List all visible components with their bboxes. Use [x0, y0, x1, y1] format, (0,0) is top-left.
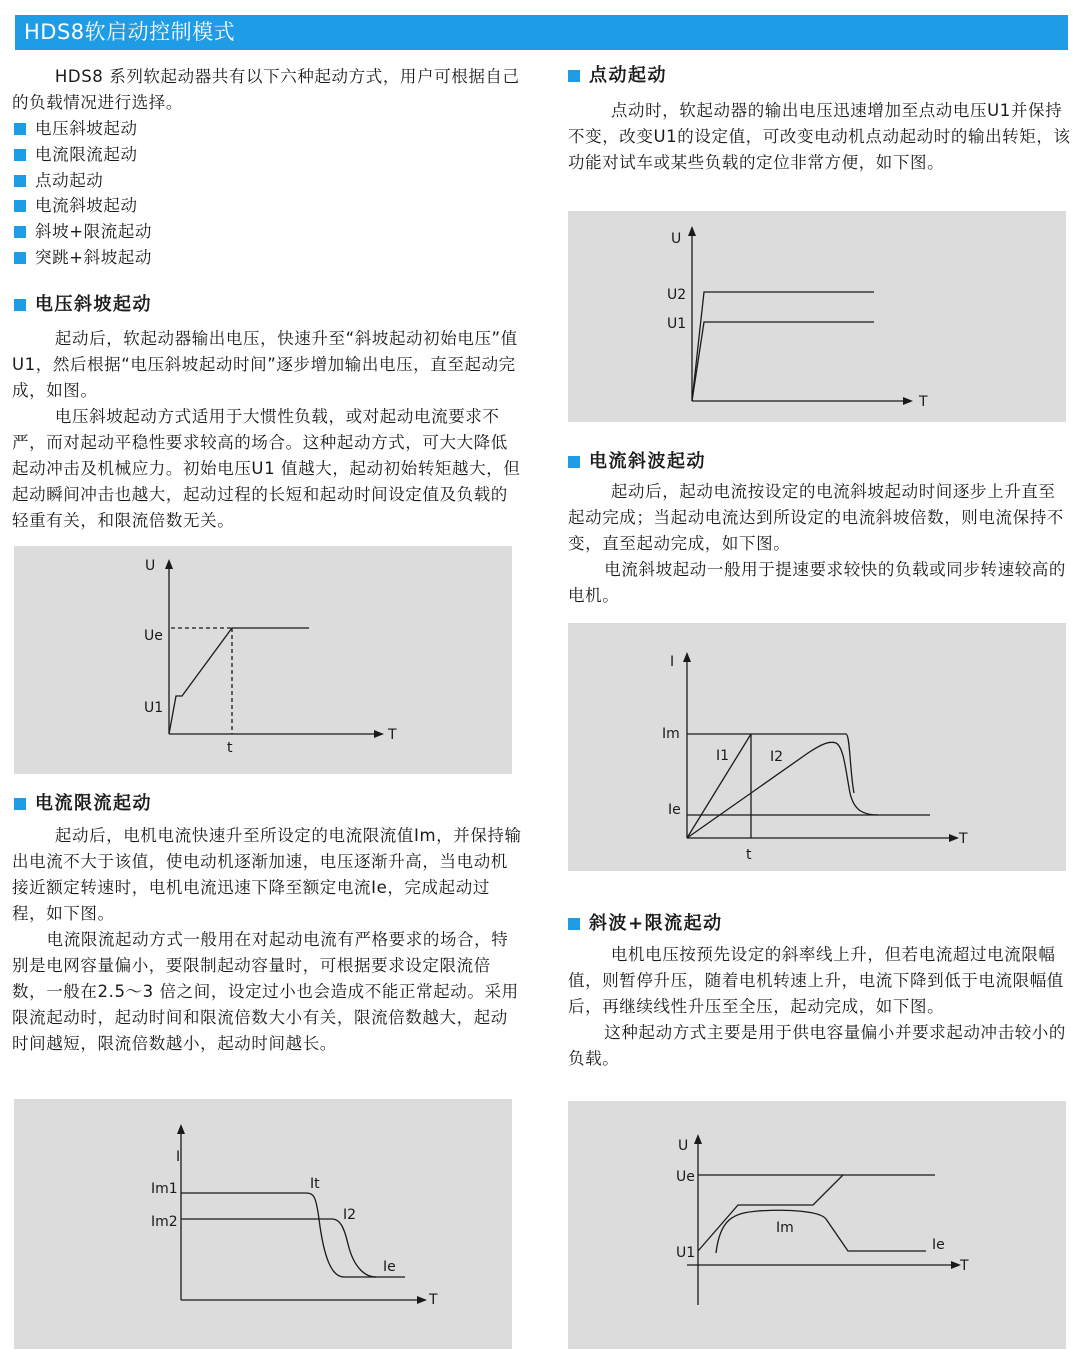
intro-paragraph [12, 64, 522, 116]
im-label: Im [662, 726, 680, 742]
im1-label: Im1 [151, 1181, 178, 1197]
ue-label: Ue [676, 1169, 695, 1185]
paragraph: 电机电压按预先设定的斜率线上升，但若电流超过电流限幅值，则暂停升压，随着电机转速上升，电流下降到低于电流限幅值后，再继续线性升压至全压，起动完成，如下图。 [568, 945, 1064, 1016]
ie-label: Ie [383, 1259, 396, 1275]
voltage-ramp-text [12, 326, 522, 534]
u2-curve [692, 292, 874, 401]
x-axis-label: T [959, 831, 968, 847]
ramp-limit-text [568, 942, 1072, 1072]
paragraph: 这种起动方式主要是用于供电容量偏小并要求起动冲击较小的负载。 [568, 1023, 1066, 1068]
square-bullet-icon [14, 149, 26, 161]
ramp-limit-figure [568, 1101, 1066, 1349]
list-item: 电流限流起动 [14, 142, 152, 168]
square-bullet-icon [568, 70, 580, 82]
intro-text: HDS8 系列软起动器共有以下六种起动方式，用户可根据自己的负载情况进行选择。 [12, 67, 520, 112]
section-title-current-ramp: 电流斜波起动 [568, 449, 706, 475]
x-axis-label: T [429, 1292, 438, 1308]
square-bullet-icon [14, 200, 26, 212]
i2-label: I2 [343, 1207, 357, 1223]
x-axis-label: T [960, 1258, 969, 1274]
ie-label: Ie [932, 1237, 945, 1253]
arrow-icon [374, 730, 384, 738]
u1-label: U1 [144, 700, 164, 716]
x-axis-label: T [388, 727, 397, 743]
i2-curve [181, 1219, 376, 1277]
current-curve [716, 1210, 926, 1253]
square-bullet-icon [14, 226, 26, 238]
list-item: 斜坡+限流起动 [14, 219, 152, 245]
voltage-curve [169, 628, 309, 734]
current-ramp-text [568, 479, 1072, 609]
list-item: 电压斜坡起动 [14, 116, 152, 142]
paragraph: 起动后，起动电流按设定的电流斜坡起动时间逐步上升直至起动完成；当起动电流达到所设定的电流斜坡倍数，则电流保持不变，直至起动完成，如下图。 [568, 482, 1064, 553]
im-label: Im [776, 1220, 794, 1236]
list-item: 点动起动 [14, 168, 152, 194]
list-item: 电流斜坡起动 [14, 193, 152, 219]
i2-label: I2 [770, 749, 784, 765]
ie-label: Ie [668, 802, 681, 818]
paragraph: 起动后，电机电流快速升至所设定的电流限流值Im，并保持输出电流不大于该值，使电动机逐渐加速，电压逐渐升高，当电动机接近额定转速时，电机电流迅速下降至额定电流Ie，完成起动过程，如下图。 [12, 826, 522, 923]
it-curve [181, 1193, 405, 1277]
y-axis-label: U [145, 558, 156, 574]
jog-text [568, 98, 1072, 176]
current-ramp-figure [568, 623, 1066, 871]
paragraph: 电压斜坡起动方式适用于大惯性负载，或对起动电流要求不严，而对起动平稳性要求较高的场合。这种起动方式，可大大降低起动冲击及机械应力。初始电压U1 值越大，起动初始转矩越大，但起动瞬间冲击也越大，起动过程的长短和起动时间设定值及负载的轻重有关，和限流倍数无关。 [12, 407, 521, 530]
arrow-icon [949, 834, 959, 842]
arrow-icon [688, 226, 696, 236]
jog-figure [568, 211, 1066, 422]
voltage-curve [698, 1175, 843, 1251]
arrow-icon [683, 652, 691, 662]
u2-label: U2 [667, 287, 687, 303]
paragraph: 点动时，软起动器的输出电压迅速增加至点动电压U1并保持不变，改变U1的设定值，可改变电动机点动起动时的输出转矩，该功能对试车或某些负载的定位非常方便，如下图。 [568, 101, 1071, 172]
square-bullet-icon [568, 456, 580, 468]
section-title-jog: 点动起动 [568, 63, 667, 89]
square-bullet-icon [14, 123, 26, 135]
y-axis-label: I [670, 654, 675, 670]
current-limit-figure [14, 1099, 512, 1349]
current-limit-text [12, 823, 522, 1057]
y-axis-label: I [176, 1149, 181, 1165]
section-title-voltage-ramp: 电压斜坡起动 [14, 292, 152, 318]
u1-label: U1 [676, 1245, 696, 1261]
page-title: HDS8软启动控制模式 [24, 20, 236, 44]
im2-label: Im2 [151, 1214, 178, 1230]
u1-label: U1 [667, 316, 687, 332]
y-axis-label: U [678, 1138, 689, 1154]
y-axis-label: U [671, 231, 682, 247]
arrow-icon [165, 559, 173, 569]
i1-label: I1 [716, 748, 730, 764]
square-bullet-icon [14, 798, 26, 810]
im-drop [846, 734, 854, 793]
arrow-icon [417, 1296, 427, 1304]
t-label: t [227, 740, 233, 756]
square-bullet-icon [568, 918, 580, 930]
voltage-ramp-figure [14, 546, 512, 774]
list-item: 突跳+斜坡起动 [14, 245, 152, 271]
it-label: It [310, 1176, 320, 1192]
arrow-icon [903, 397, 913, 405]
square-bullet-icon [14, 175, 26, 187]
section-title-ramp-limit: 斜波+限流起动 [568, 911, 723, 937]
page-header [15, 15, 1068, 50]
t-label: t [746, 847, 752, 863]
x-axis-label: T [919, 394, 928, 410]
ue-label: Ue [144, 628, 163, 644]
paragraph: 电流斜坡起动一般用于提速要求较快的负载或同步转速较高的电机。 [568, 560, 1066, 605]
square-bullet-icon [14, 252, 26, 264]
arrow-icon [177, 1124, 185, 1134]
paragraph: 电流限流起动方式一般用在对起动电流有严格要求的场合，特别是电网容量偏小，要限制起动容量时，可根据要求设定限流倍数，一般在2.5～3 倍之间，设定过小也会造成不能正常起动。采用限流起动时，起动时间和限流倍数大小有关，限流倍数越大，起动时间越短，限流倍数越小，起动时间越长。 [12, 930, 519, 1053]
paragraph: 起动后，软起动器输出电压，快速升至“斜坡起动初始电压”值U1，然后根据“电压斜坡起动时间”逐步增加输出电压，直至起动完成，如图。 [12, 329, 518, 400]
square-bullet-icon [14, 299, 26, 311]
arrow-icon [694, 1134, 702, 1144]
mode-list [14, 116, 152, 271]
u1-curve [692, 322, 874, 401]
section-title-current-limit: 电流限流起动 [14, 791, 152, 817]
